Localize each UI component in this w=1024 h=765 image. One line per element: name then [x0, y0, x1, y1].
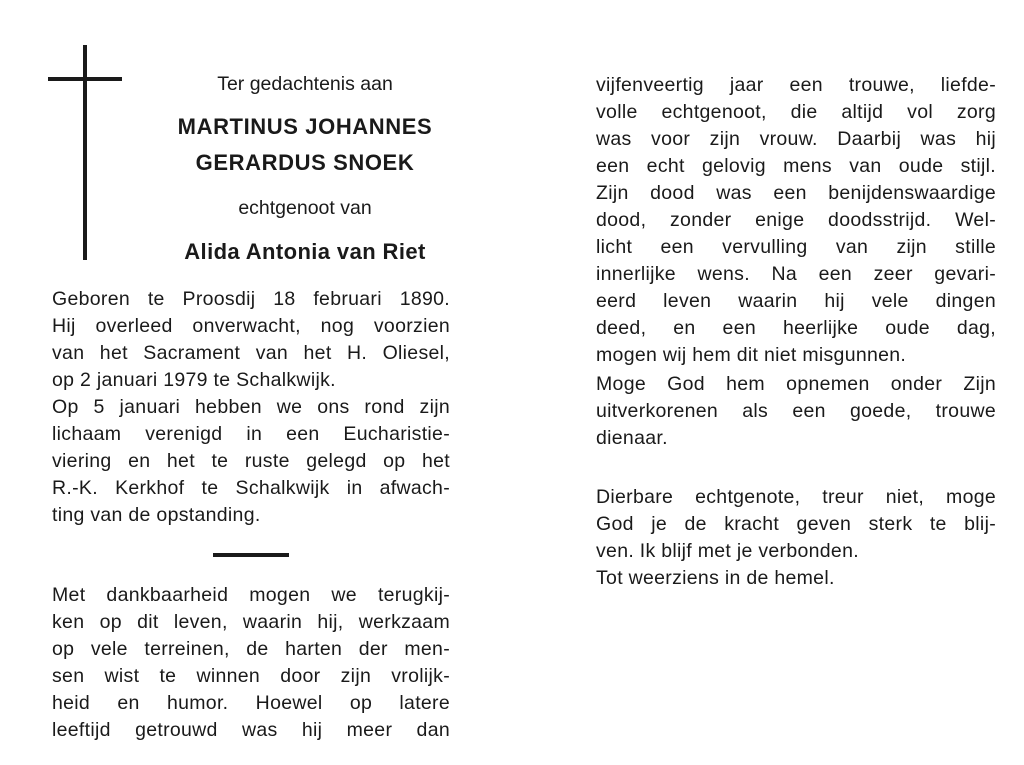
text-line: Met dankbaarheid mogen we terugkij- — [52, 584, 450, 606]
text-line: op 2 januari 1979 te Schalkwijk. — [52, 369, 336, 391]
text-line: ven. Ik blijf met je verbonden. — [596, 540, 859, 562]
intro-text: Ter gedachtenis aan — [217, 73, 393, 95]
text-line: Zijn dood was een benijdenswaardige — [596, 182, 996, 204]
text-line: deed, en een heerlijke oude dag, — [596, 317, 996, 339]
text-line: vijfenveertig jaar een trouwe, liefde- — [596, 74, 996, 96]
text-line: sen wist te winnen door zijn vrolijk- — [52, 665, 450, 687]
text-line: Moge God hem opnemen onder Zijn — [596, 373, 996, 395]
text-line: eerd leven waarin hij vele dingen — [596, 290, 996, 312]
deceased-name-line2: GERARDUS SNOEK — [195, 150, 415, 175]
text-line: was voor zijn vrouw. Daarbij was hij — [596, 128, 996, 150]
text-line: innerlijke wens. Na een zeer gevari- — [596, 263, 996, 285]
spouse-label: echtgenoot van — [238, 197, 372, 219]
text-line: heid en humor. Hoewel op latere — [52, 692, 450, 714]
text-line: dood, zonder enige doodsstrijd. Wel- — [596, 209, 996, 231]
text-line: van het Sacrament van het H. Oliesel, — [52, 342, 450, 364]
text-line: licht een vervulling van zijn stille — [596, 236, 996, 258]
text-line: Tot weerziens in de hemel. — [596, 567, 835, 589]
text-line: Op 5 januari hebben we ons rond zijn — [52, 396, 450, 418]
text-line: uitverkorenen als een goede, trouwe — [596, 400, 996, 422]
text-line: dienaar. — [596, 427, 668, 449]
text-line: Geboren te Proosdij 18 februari 1890. — [52, 288, 450, 310]
text-line: een echt gelovig mens van oude stijl. — [596, 155, 996, 177]
text-line: Dierbare echtgenote, treur niet, moge — [596, 486, 996, 508]
text-line: op vele terreinen, de harten der men- — [52, 638, 450, 660]
text-line: R.-K. Kerkhof te Schalkwijk in afwach- — [52, 477, 450, 499]
deceased-name-line1: MARTINUS JOHANNES — [177, 114, 433, 139]
text-line: Hij overleed onverwacht, nog voorzien — [52, 315, 450, 337]
text-line: God je de kracht geven sterk te blij- — [596, 513, 996, 535]
text-line: volle echtgenoot, die altijd vol zorg — [596, 101, 996, 123]
cross-icon-bar — [48, 77, 122, 81]
divider — [213, 553, 289, 557]
text-line: lichaam verenigd in een Eucharistie- — [52, 423, 450, 445]
text-line: viering en het te ruste gelegd op het — [52, 450, 450, 472]
text-line: mogen wij hem dit niet misgunnen. — [596, 344, 907, 366]
text-line: ken op dit leven, waarin hij, werkzaam — [52, 611, 450, 633]
text-line: ting van de opstanding. — [52, 504, 261, 526]
spouse-name: Alida Antonia van Riet — [184, 239, 426, 264]
text-line: leeftijd getrouwd was hij meer dan — [52, 719, 450, 741]
